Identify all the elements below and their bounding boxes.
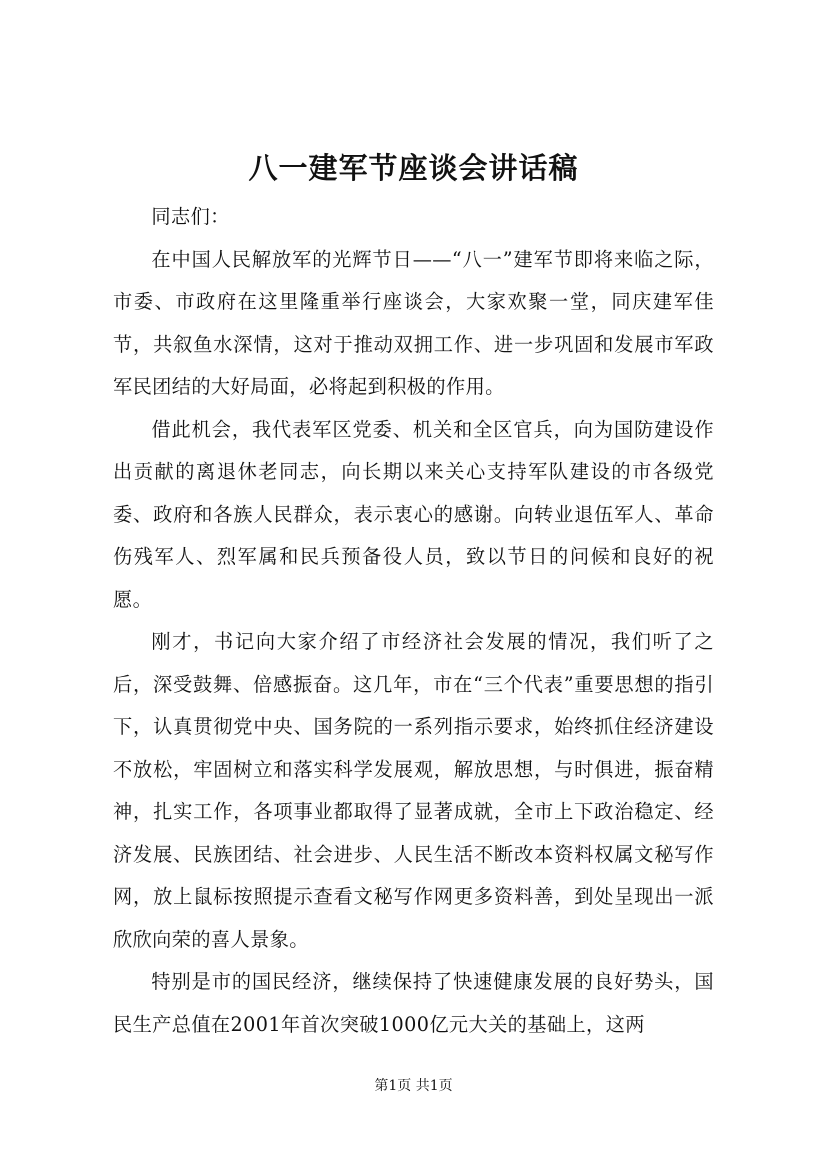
page-number-label: 第1页 共1页 xyxy=(374,1078,453,1094)
document-body xyxy=(113,196,714,1046)
paragraph-2: 借此机会，我代表军区党委、机关和全区官兵，向为国防建设作出贡献的离退休老同志，向长期以来关心支持军队建设的市各级党委、政府和各族人民群众，表示衷心的感谢。向转业退伍军人、革命伤残军人、烈军属和民兵预备役人员，致以节日的问候和良好的祝愿。 xyxy=(113,417,714,611)
page-footer xyxy=(0,1076,827,1096)
paragraph-1: 在中国人民解放军的光辉节日——“八一”建军节即将来临之际，市委、市政府在这里隆重举行座谈会，大家欢聚一堂，同庆建军佳节，共叙鱼水深情，这对于推动双拥工作、进一步巩固和发展市军政军民团结的大好局面，必将起到积极的作用。 xyxy=(113,247,714,398)
salutation: 同志们： xyxy=(151,205,230,228)
paragraph-3: 刚才，书记向大家介绍了市经济社会发展的情况，我们听了之后，深受鼓舞、倍感振奋。这几年，市在“三个代表”重要思想的指引下，认真贯彻党中央、国务院的一系列指示要求，始终抓住经济建设不放松，牢固树立和落实科学发展观，解放思想，与时俱进，振奋精神，扎实工作，各项事业都取得了显著成就，全市上下政治稳定、经济发展、民族团结、社会进步、人民生活不断改本资料权属文秘写作网，放上鼠标按照提示查看文秘写作网更多资料善，到处呈现出一派欣欣向荣的喜人景象。 xyxy=(113,630,714,951)
document-title: 八一建军节座谈会讲话稿 xyxy=(248,151,579,185)
paragraph-4: 特别是市的国民经济，继续保持了快速健康发展的良好势头，国民生产总值在2001年首次突破1000亿元大关的基础上，这两 xyxy=(113,970,714,1036)
